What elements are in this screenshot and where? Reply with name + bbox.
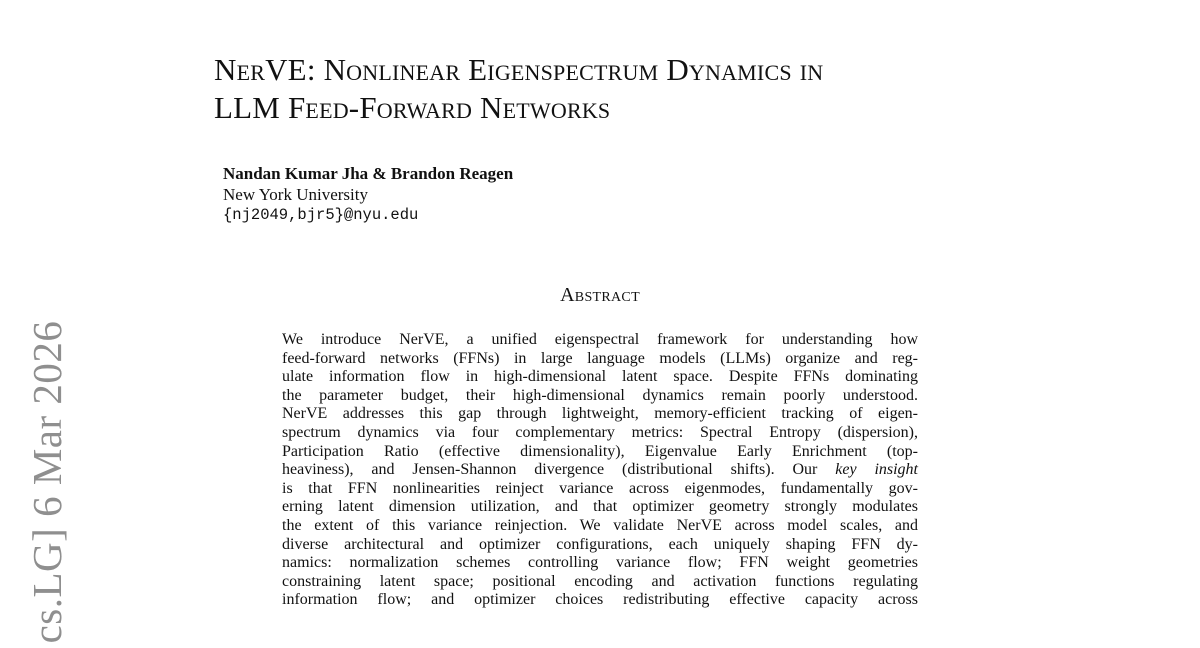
abstract-line: the parameter budget, their high-dimensional dynamics remain poorly understood. [282, 386, 918, 404]
author-block [223, 163, 823, 226]
paper-title-line-2: LLM Feed-Forward Networks [214, 90, 611, 125]
abstract-line: namics: normalization schemes controlling variance flow; FFN weight geometries [282, 554, 918, 572]
abstract-emphasis: key insight [835, 461, 919, 479]
abstract-line: is that FFN nonlinearities reinject variance across eigenmodes, fundamentally gov- [282, 479, 918, 497]
abstract-line-text: heaviness), and Jensen-Shannon divergence (distributional shifts). Our [282, 461, 836, 479]
arxiv-stamp-text: cs.LG] 6 Mar 2026 [24, 320, 70, 644]
author-names: Nandan Kumar Jha & Brandon Reagen [223, 164, 514, 183]
author-email: {nj2049,bjr5}@nyu.edu [223, 206, 419, 224]
abstract-body [282, 331, 918, 610]
abstract-line: information flow; and optimizer choices redistributing effective capacity across [282, 591, 918, 609]
abstract-line: We introduce NerVE, a unified eigenspectral framework for understanding how [282, 331, 918, 348]
abstract-line: spectrum dynamics via four complementary metrics: Spectral Entropy (dispersion), [282, 423, 918, 441]
abstract-line: constraining latent space; positional encoding and activation functions regulating [282, 572, 918, 590]
abstract-line: the extent of this variance reinjection. We validate NerVE across model scales, and [282, 516, 918, 534]
abstract-line: diverse architectural and optimizer configurations, each uniquely shaping FFN dy- [282, 535, 918, 553]
abstract-line: NerVE addresses this gap through lightweight, memory-efficient tracking of eigen- [282, 405, 918, 423]
author-affiliation: New York University [223, 185, 368, 204]
paper-title [214, 51, 1114, 127]
abstract-line: Participation Ratio (effective dimensionality), Eigenvalue Early Enrichment (top- [282, 442, 918, 460]
abstract-line: ulate information flow in high-dimensional latent space. Despite FFNs dominating [282, 368, 918, 386]
abstract-line: feed-forward networks (FFNs) in large language models (LLMs) organize and reg- [282, 349, 918, 367]
abstract-line: erning latent dimension utilization, and that optimizer geometry strongly modulates [282, 498, 918, 516]
paper-title-line-1: NerVE: Nonlinear Eigenspectrum Dynamics in [214, 52, 824, 87]
abstract-line-with-emphasis [282, 461, 918, 480]
abstract-heading: Abstract [560, 284, 640, 306]
